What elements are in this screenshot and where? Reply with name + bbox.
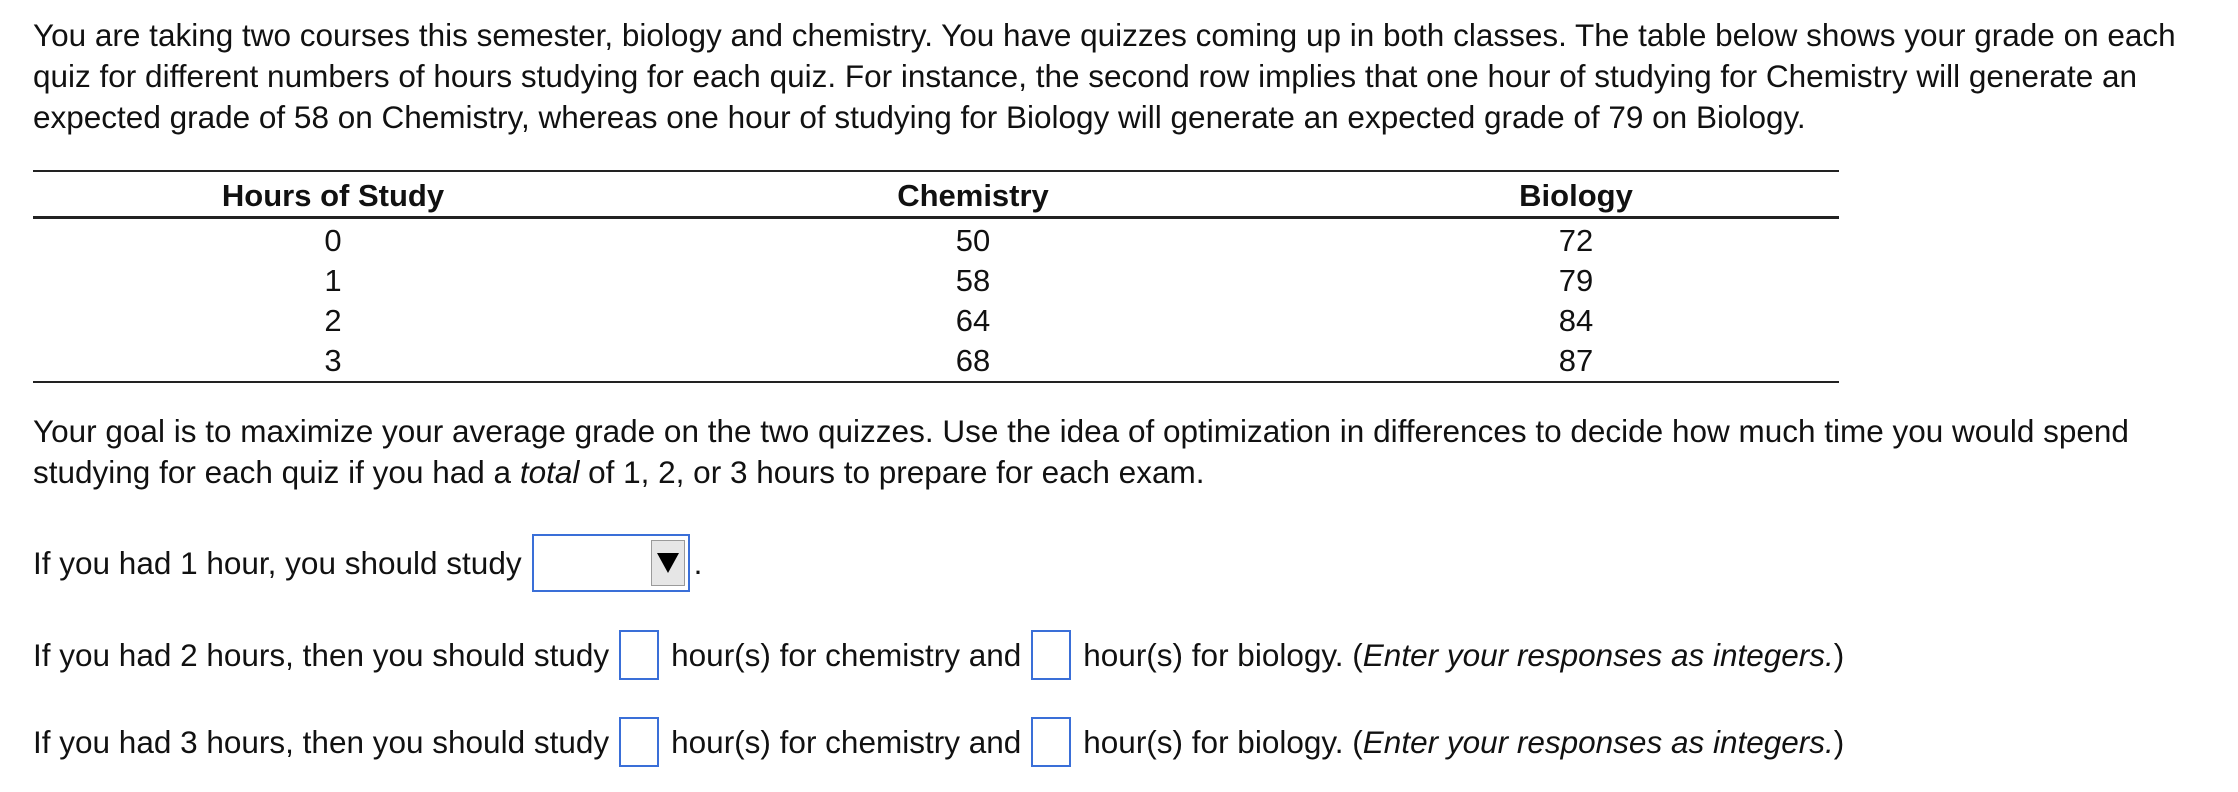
cell-hours: 3: [324, 343, 342, 378]
table-row: [33, 261, 1839, 301]
question-2-suffix-close: ): [1833, 636, 1845, 673]
question-1-row: [33, 532, 702, 594]
question-3-chemistry-input[interactable]: [619, 717, 659, 767]
table-row: [33, 301, 1839, 341]
cell-biology: 84: [1558, 303, 1594, 338]
question-3-suffix: [1083, 722, 1844, 763]
question-3-prefix: If you had 3 hours, then you should study: [33, 723, 610, 760]
question-3-biology-input[interactable]: [1031, 717, 1071, 767]
question-3-suffix-close: ): [1833, 723, 1845, 760]
cell-chemistry: 50: [955, 223, 991, 258]
cell-chemistry: 58: [955, 263, 991, 298]
header-biology: Biology: [1313, 171, 1839, 218]
dropdown-triangle-icon: [657, 553, 679, 573]
cell-hours: 2: [324, 303, 342, 338]
goal-text-before: Your goal is to maximize your average grade on the two quizzes. Use the idea of optimization in differences to decide how much time you would spend studying for each quiz if you had a: [33, 413, 2129, 490]
question-1-dropdown[interactable]: [532, 534, 690, 592]
header-chemistry: Chemistry: [633, 171, 1313, 218]
question-2-prefix: If you had 2 hours, then you should study: [33, 636, 610, 673]
goal-text-after: of 1, 2, or 3 hours to prepare for each exam.: [579, 454, 1205, 490]
question-3-row: [33, 716, 1844, 768]
question-2-biology-input[interactable]: [1031, 630, 1071, 680]
question-3-instruction: Enter your responses as integers.: [1362, 723, 1834, 760]
intro-paragraph: You are taking two courses this semester, biology and chemistry. You have quizzes coming up in both classes. The table below shows your grade on each quiz for different numbers of hours studying for each quiz. For instance, the second row implies that one hour of studying for Chemistry will generate an expected grade of 58 on Chemistry, whereas one hour of studying for Biology will generate an expected grade of 79 on Biology.: [33, 17, 2176, 135]
header-hours: Hours of Study: [33, 171, 633, 218]
question-2-suffix: [1083, 635, 1844, 676]
cell-biology: 87: [1558, 343, 1594, 378]
cell-hours: 0: [324, 223, 342, 258]
grades-table: [33, 170, 1839, 383]
dropdown-button[interactable]: [651, 540, 685, 586]
question-3-suffix-text: hour(s) for biology. (: [1083, 723, 1363, 760]
question-2-instruction: Enter your responses as integers.: [1362, 636, 1834, 673]
table-header-row: [33, 171, 1839, 218]
cell-biology: 72: [1558, 223, 1594, 258]
question-2-chemistry-input[interactable]: [619, 630, 659, 680]
question-2-mid: hour(s) for chemistry and: [671, 636, 1022, 673]
table-row: [33, 218, 1839, 262]
goal-paragraph: [33, 411, 2223, 493]
question-2-suffix-text: hour(s) for biology. (: [1083, 636, 1363, 673]
grades-table-container: [33, 170, 1839, 383]
question-2-row: [33, 629, 1844, 681]
question-3-mid: hour(s) for chemistry and: [671, 723, 1022, 760]
table-row: [33, 341, 1839, 382]
question-1-prefix: If you had 1 hour, you should study: [33, 544, 522, 581]
cell-hours: 1: [324, 263, 342, 298]
cell-chemistry: 68: [955, 343, 991, 378]
cell-biology: 79: [1558, 263, 1594, 298]
cell-chemistry: 64: [955, 303, 991, 338]
question-1-suffix: .: [693, 544, 703, 581]
goal-text-emphasis: total: [519, 454, 580, 490]
